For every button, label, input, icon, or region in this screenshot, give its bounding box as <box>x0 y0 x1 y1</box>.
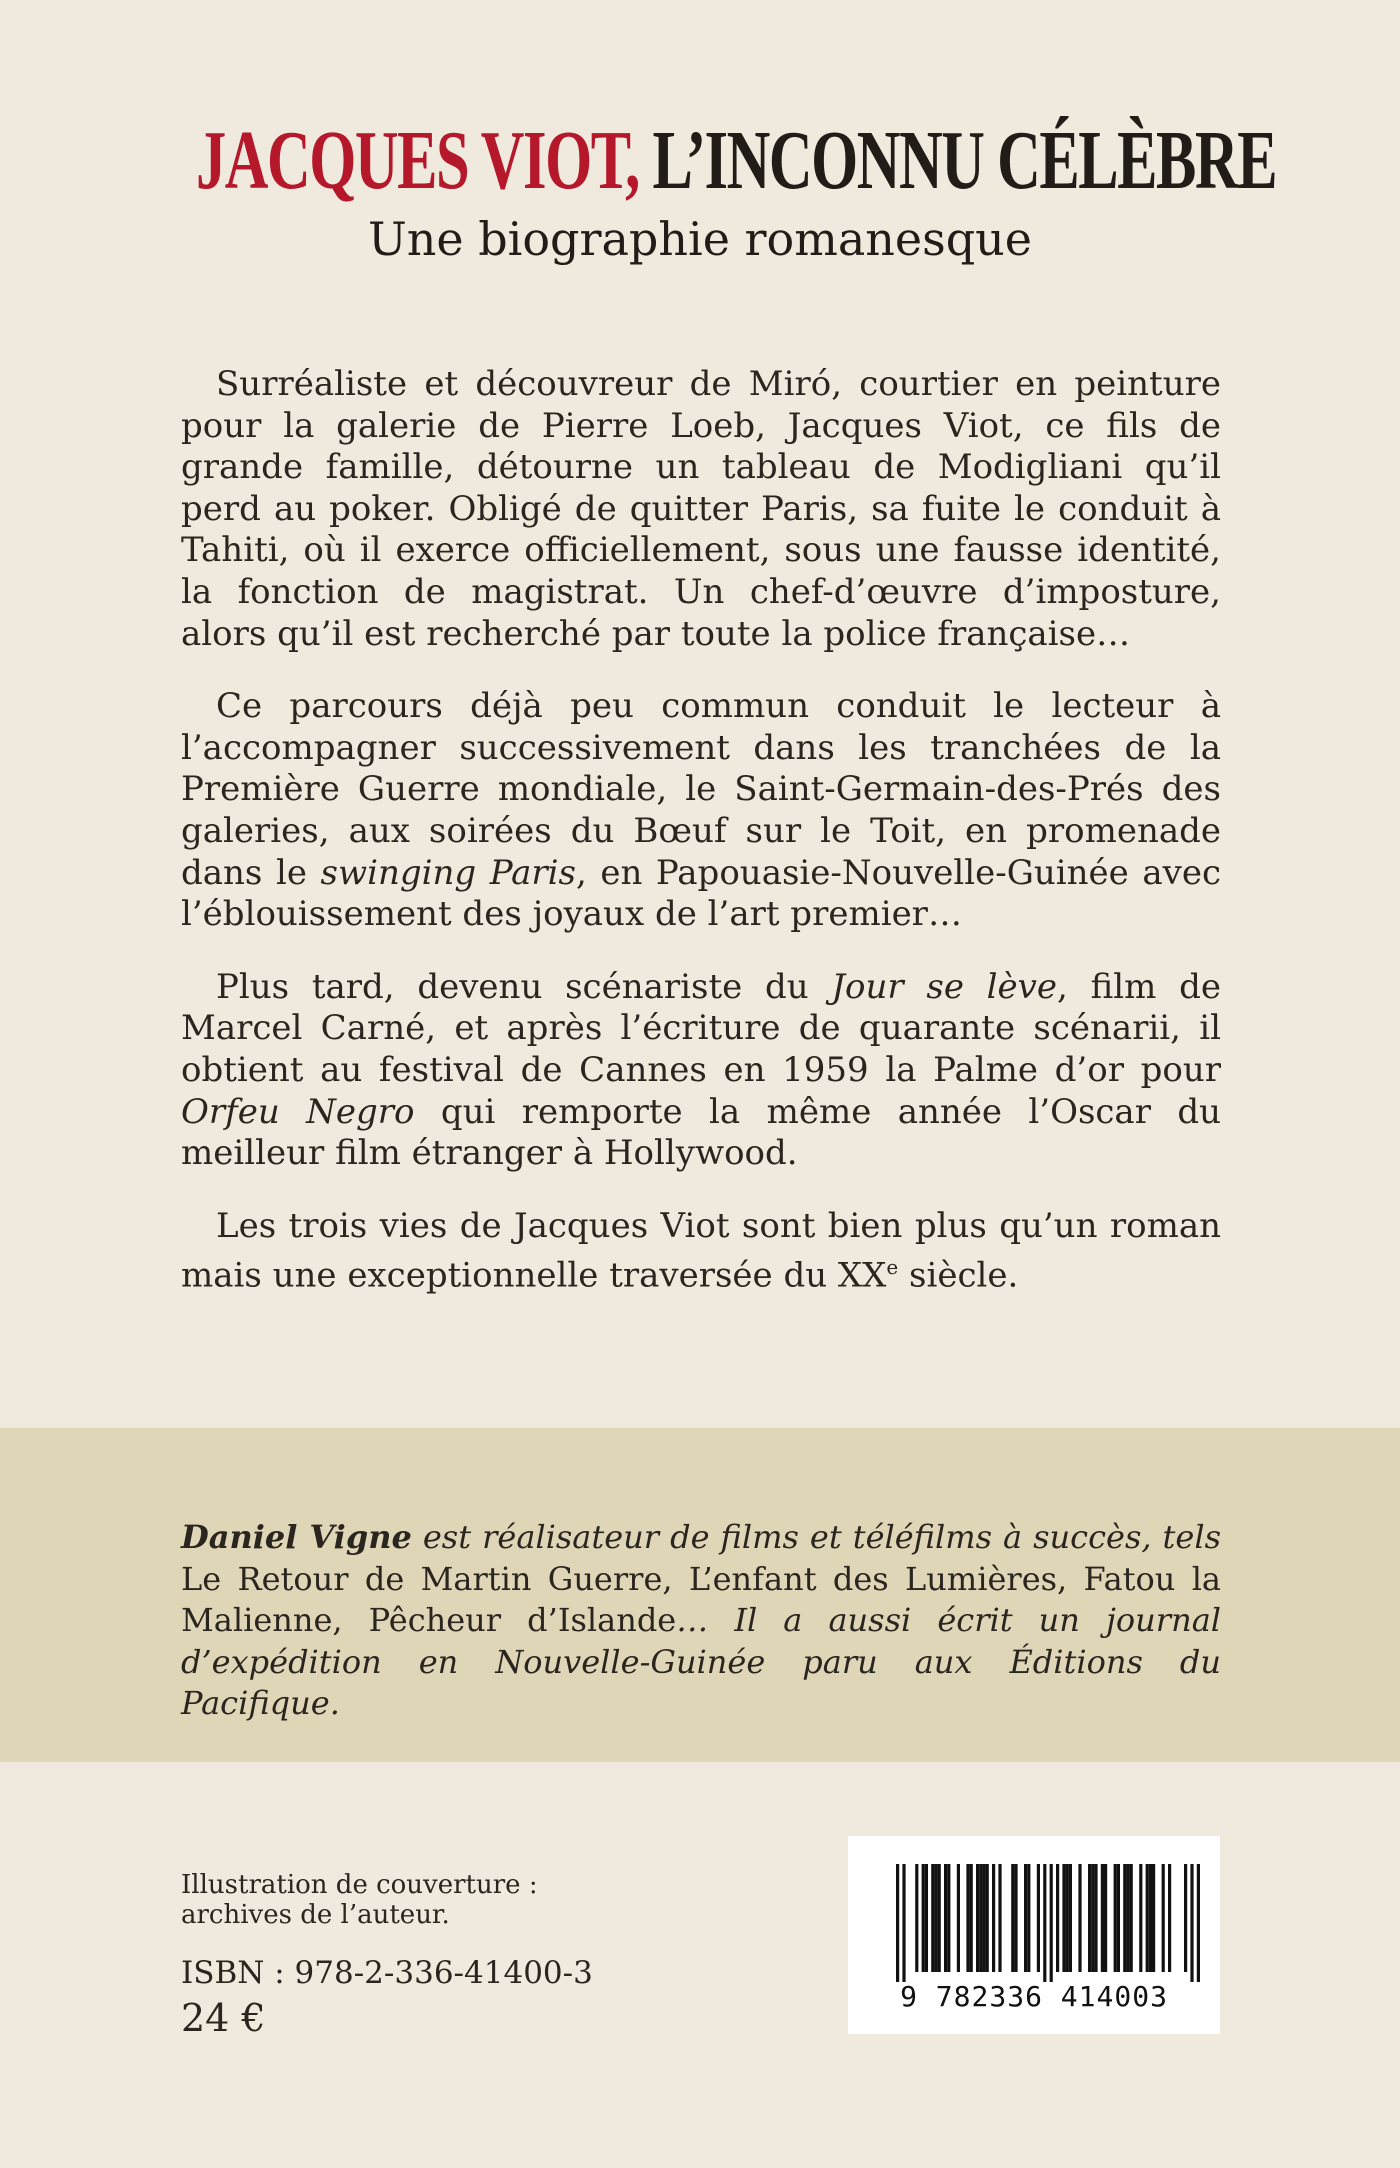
blurb-italic: swinging Paris <box>320 852 576 893</box>
author-works: Le Retour de Martin Guerre, L’enfant des Lumières, Fatou la Malienne, Pêcheur d’Islande <box>181 1559 1221 1640</box>
barcode-bar <box>1146 1864 1149 1972</box>
barcode-bar <box>1024 1864 1027 1972</box>
barcode-bar <box>1114 1864 1117 1972</box>
barcode-bar <box>1069 1864 1072 1972</box>
title-name: JACQUES VIOT, <box>195 114 639 207</box>
barcode-bar <box>986 1864 989 1972</box>
barcode-bar <box>1066 1864 1069 1972</box>
blurb-italic: Jour se lève <box>831 966 1058 1007</box>
barcode-bar <box>976 1864 979 1972</box>
blurb-italic: Orfeu Negro <box>181 1091 415 1132</box>
blurb-paragraph-1: Surréaliste et découvreur de Miró, courtier en peinture pour la galerie de Pierre Loeb, Jacques Viot, ce fils de grande famille, détourne un tableau de Modigliani qu’il perd au poker. Obligé de quitter Paris, sa fuite le conduit à Tahiti, où il exerce officiellement, sous une fausse identité, la fonction de magistrat. Un chef-d’œuvre d’imposture, alors qu’il est recherché par toute la police française… <box>181 364 1221 654</box>
blurb-paragraph-2: Ce parcours déjà peu commun conduit le lecteur à l’accompagner successivement dans les tranchées de la Première Guerre mondiale, le Saint-Germain-des-Prés des galeries, aux soirées du Bœuf sur le Toit, en promenade dans le swinging Paris, en Papouasie-Nouvelle-Guinée avec l’éblouissement des joyaux de l’art premier… <box>181 686 1221 935</box>
barcode-bar <box>947 1864 950 1972</box>
barcode-bar <box>1037 1864 1040 1972</box>
barcode-digits: 9 782336 414003 <box>900 1980 1168 2013</box>
barcode-bar <box>1197 1864 1200 1982</box>
blurb-paragraph-4: Les trois vies de Jacques Viot sont bien plus qu’un roman mais une exceptionnelle traversée du XXe siècle. <box>181 1205 1221 1296</box>
title-rest: L’INCONNU CÉLÈBRE <box>638 114 1277 207</box>
barcode-bar <box>944 1864 947 1972</box>
barcode-bar <box>902 1864 905 1982</box>
barcode-bar <box>1014 1864 1017 1972</box>
barcode-bar <box>966 1864 969 1972</box>
barcode-bar <box>1056 1864 1059 1972</box>
barcode-bar <box>896 1864 899 1982</box>
barcode-bar <box>1062 1864 1065 1972</box>
barcode <box>848 1836 1220 2034</box>
barcode-bar <box>1126 1864 1129 1972</box>
barcode-bar <box>1184 1864 1187 1972</box>
price: 24 € <box>181 1996 266 2040</box>
barcode-bar <box>1043 1864 1046 1982</box>
barcode-bar <box>998 1864 1001 1972</box>
barcode-bar <box>1078 1864 1081 1972</box>
barcode-bar <box>957 1864 960 1972</box>
barcode-bar <box>1162 1864 1165 1972</box>
barcode-bar <box>1088 1864 1091 1972</box>
barcode-bar <box>1091 1864 1094 1972</box>
barcode-bar <box>979 1864 982 1972</box>
barcode-bar <box>1152 1864 1155 1972</box>
barcode-bar <box>1149 1864 1152 1972</box>
isbn: ISBN : 978-2-336-41400-3 <box>181 1955 593 1991</box>
barcode-bar <box>934 1864 937 1972</box>
barcode-bar <box>925 1864 928 1972</box>
barcode-bar <box>1130 1864 1133 1972</box>
barcode-bar <box>931 1864 934 1972</box>
blurb <box>181 364 1221 1328</box>
barcode-bar <box>938 1864 941 1972</box>
barcode-bar <box>915 1864 918 1972</box>
barcode-bar <box>982 1864 985 1972</box>
barcode-bar <box>1050 1864 1053 1982</box>
author-name: Daniel Vigne <box>181 1518 412 1556</box>
barcode-bar <box>1117 1864 1120 1972</box>
cover-credit: Illustration de couverture : archives de l’auteur. <box>181 1870 538 1930</box>
blurb-paragraph-3: Plus tard, devenu scénariste du Jour se lève, film de Marcel Carné, et après l’écriture de quarante scénarii, il obtient au festival de Cannes en 1959 la Palme d’or pour Orfeu Negro qui remporte la même année l’Oscar du meilleur film étranger à Hollywood. <box>181 966 1221 1174</box>
barcode-bar <box>1104 1864 1107 1972</box>
book-subtitle: Une biographie romanesque <box>367 212 1033 266</box>
barcode-bar <box>1011 1864 1014 1972</box>
barcode-bar <box>1168 1864 1171 1972</box>
barcode-bar <box>1101 1864 1104 1972</box>
barcode-bar <box>1139 1864 1142 1972</box>
barcode-bar <box>992 1864 995 1972</box>
author-bio: Daniel Vigne est réalisateur de films et téléfilms à succès, tels Le Retour de Martin Guerre, L’enfant des Lumières, Fatou la Malienne, Pêcheur d’Islande… Il a aussi écrit un journal d’expédition en Nouvelle-Guinée paru aux Éditions du Pacifique. <box>181 1518 1222 1723</box>
barcode-bar <box>1190 1864 1193 1982</box>
barcode-bar <box>1027 1864 1030 1972</box>
barcode-bar <box>1123 1864 1126 1972</box>
barcode-bar <box>970 1864 973 1972</box>
barcode-bar <box>922 1864 925 1972</box>
book-title <box>195 112 1277 209</box>
barcode-bar <box>1094 1864 1097 1972</box>
